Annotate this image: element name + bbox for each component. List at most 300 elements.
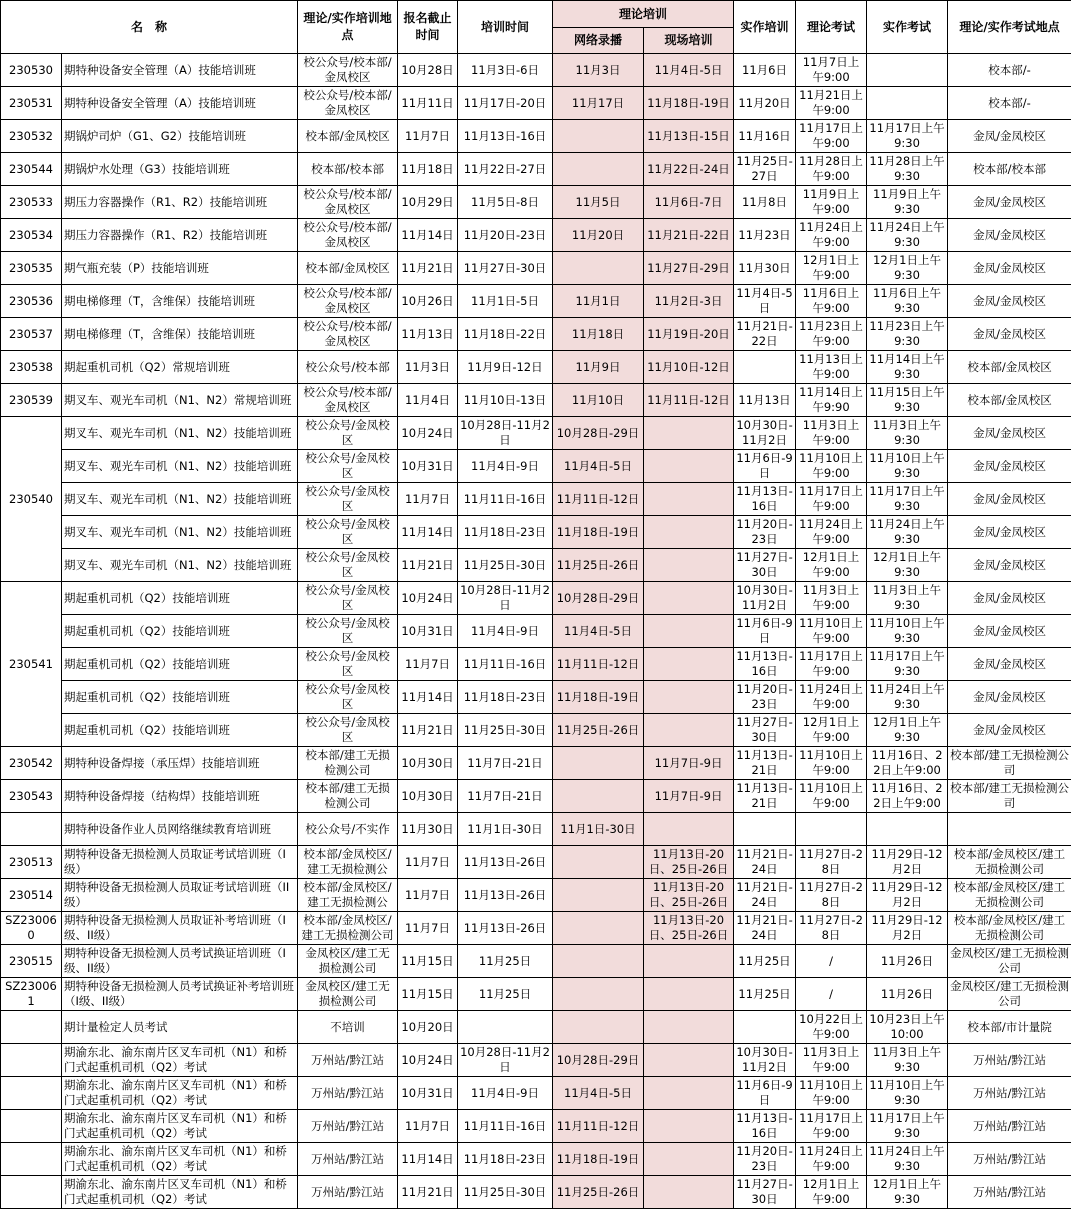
onsite-training: 11月13日-15日	[644, 120, 734, 153]
course-name: 期特种设备无损检测人员考试换证补考培训班（I级、II级）	[62, 978, 298, 1011]
exam-location: 金凤/金凤校区	[948, 219, 1071, 252]
practical-training: 11月21日-24日	[734, 879, 796, 912]
practical-exam	[867, 54, 948, 87]
course-name: 期特种设备焊接（结构焊）技能培训班	[62, 780, 298, 813]
onsite-training	[644, 615, 734, 648]
course-name: 期叉车、观光车司机（N1、N2）技能培训班	[62, 549, 298, 582]
header-location: 理论/实作培训地点	[298, 1, 398, 54]
table-row	[1, 120, 1071, 153]
course-name: 期叉车、观光车司机（N1、N2）常规培训班	[62, 384, 298, 417]
onsite-training: 11月7日-9日	[644, 780, 734, 813]
training-time: 11月27日-30日	[458, 252, 553, 285]
training-time: 11月25日-30日	[458, 1176, 553, 1209]
training-location: 校公众号/金凤校区	[298, 549, 398, 582]
training-time: 11月22日-27日	[458, 153, 553, 186]
course-name: 期叉车、观光车司机（N1、N2）技能培训班	[62, 417, 298, 450]
theory-exam: 11月21日上午9:00	[796, 87, 867, 120]
onsite-training	[644, 582, 734, 615]
onsite-training	[644, 516, 734, 549]
course-name: 期叉车、观光车司机（N1、N2）技能培训班	[62, 450, 298, 483]
practical-exam: 11月3日上午9:30	[867, 582, 948, 615]
online-recording	[553, 780, 644, 813]
practical-exam: 11月14日上午9:30	[867, 351, 948, 384]
practical-training: 10月30日-11月2日	[734, 417, 796, 450]
table-row	[1, 351, 1071, 384]
exam-location: 万州站/黔江站	[948, 1044, 1071, 1077]
training-time: 11月13日-26日	[458, 846, 553, 879]
theory-exam: 11月28日上午9:00	[796, 153, 867, 186]
online-recording: 10月28日-29日	[553, 417, 644, 450]
schedule-rows	[1, 54, 1071, 1209]
practical-exam: 11月6日上午9:30	[867, 285, 948, 318]
training-time: 11月4日-9日	[458, 1077, 553, 1110]
exam-location: 金凤/金凤校区	[948, 681, 1071, 714]
onsite-training	[644, 1110, 734, 1143]
practical-exam: 11月29日-12月2日	[867, 846, 948, 879]
training-location: 校本部/金凤校区	[298, 252, 398, 285]
exam-location: 校本部/-	[948, 54, 1071, 87]
onsite-training	[644, 1011, 734, 1044]
table-row	[1, 153, 1071, 186]
course-name: 期起重机司机（Q2）技能培训班	[62, 714, 298, 747]
course-name: 期渝东北、渝东南片区叉车司机（N1）和桥门式起重机司机（Q2）考试	[62, 1044, 298, 1077]
registration-deadline: 10月31日	[398, 1077, 458, 1110]
registration-deadline: 10月24日	[398, 1044, 458, 1077]
training-location: 校公众号/校本部	[298, 351, 398, 384]
onsite-training	[644, 813, 734, 846]
course-name: 期特种设备无损检测人员取证补考培训班（I级、II级）	[62, 912, 298, 945]
training-time: 11月11日-16日	[458, 648, 553, 681]
practical-training: 11月13日-16日	[734, 483, 796, 516]
practical-exam: 12月1日上午9:30	[867, 714, 948, 747]
practical-exam	[867, 813, 948, 846]
table-row	[1, 186, 1071, 219]
training-time: 11月13日-26日	[458, 912, 553, 945]
practical-exam: 11月16日、22日上午9:00	[867, 780, 948, 813]
practical-exam: 11月23日上午9:30	[867, 318, 948, 351]
course-name: 期渝东北、渝东南片区叉车司机（N1）和桥门式起重机司机（Q2）考试	[62, 1077, 298, 1110]
training-location: 万州站/黔江站	[298, 1044, 398, 1077]
practical-exam: 12月1日上午9:30	[867, 252, 948, 285]
onsite-training	[644, 978, 734, 1011]
registration-deadline: 10月31日	[398, 615, 458, 648]
practical-training: 11月13日	[734, 384, 796, 417]
table-row	[1, 87, 1071, 120]
registration-deadline: 11月18日	[398, 153, 458, 186]
training-location: 校本部/建工无损检测公司	[298, 780, 398, 813]
online-recording	[553, 153, 644, 186]
course-code: 230533	[1, 186, 62, 219]
practical-training: 11月6日-9日	[734, 450, 796, 483]
table-row	[1, 252, 1071, 285]
practical-exam: 11月24日上午9:30	[867, 1143, 948, 1176]
training-location: 校公众号/金凤校区	[298, 648, 398, 681]
training-location: 金凤校区/建工无损检测公司	[298, 945, 398, 978]
training-time: 11月25日	[458, 978, 553, 1011]
course-code: SZ230060	[1, 912, 62, 945]
theory-exam	[796, 813, 867, 846]
registration-deadline: 11月7日	[398, 1110, 458, 1143]
online-recording	[553, 252, 644, 285]
course-name: 期计量检定人员考试	[62, 1011, 298, 1044]
online-recording: 11月4日-5日	[553, 1077, 644, 1110]
training-location: 校公众号/金凤校区	[298, 615, 398, 648]
table-row	[1, 648, 1071, 681]
training-time: 11月17日-20日	[458, 87, 553, 120]
course-name: 期特种设备无损检测人员取证考试培训班（II级）	[62, 879, 298, 912]
registration-deadline: 11月14日	[398, 219, 458, 252]
training-time: 11月18日-23日	[458, 516, 553, 549]
course-name: 期起重机司机（Q2）技能培训班	[62, 615, 298, 648]
registration-deadline: 10月31日	[398, 450, 458, 483]
training-time: 11月4日-9日	[458, 615, 553, 648]
course-name: 期气瓶充装（P）技能培训班	[62, 252, 298, 285]
training-time: 11月11日-16日	[458, 483, 553, 516]
onsite-training: 11月4日-5日	[644, 54, 734, 87]
theory-exam: 11月27日-28日	[796, 912, 867, 945]
practical-training: 11月27日-30日	[734, 1176, 796, 1209]
course-name: 期压力容器操作（R1、R2）技能培训班	[62, 219, 298, 252]
practical-training: 11月21日-22日	[734, 318, 796, 351]
training-location: 万州站/黔江站	[298, 1110, 398, 1143]
training-location: 校公众号/校本部/金凤校区	[298, 186, 398, 219]
course-code: 230541	[1, 582, 62, 747]
online-recording	[553, 846, 644, 879]
onsite-training: 11月27日-29日	[644, 252, 734, 285]
practical-training: 11月16日	[734, 120, 796, 153]
table-row	[1, 417, 1071, 450]
practical-exam: 11月3日上午9:30	[867, 1044, 948, 1077]
theory-exam: 11月23日上午9:00	[796, 318, 867, 351]
course-code	[1, 1176, 62, 1209]
course-code: 230514	[1, 879, 62, 912]
onsite-training	[644, 714, 734, 747]
exam-location: 金凤/金凤校区	[948, 483, 1071, 516]
course-code	[1, 1077, 62, 1110]
registration-deadline: 11月21日	[398, 252, 458, 285]
theory-exam: 11月10日上午9:00	[796, 747, 867, 780]
training-location: 校公众号/金凤校区	[298, 483, 398, 516]
practical-training: 11月20日-23日	[734, 516, 796, 549]
registration-deadline: 11月15日	[398, 978, 458, 1011]
exam-location: 金凤/金凤校区	[948, 714, 1071, 747]
online-recording: 11月4日-5日	[553, 450, 644, 483]
course-name: 期锅炉司炉（G1、G2）技能培训班	[62, 120, 298, 153]
online-recording: 11月10日	[553, 384, 644, 417]
course-code: 230535	[1, 252, 62, 285]
course-name: 期起重机司机（Q2）技能培训班	[62, 648, 298, 681]
registration-deadline: 11月14日	[398, 681, 458, 714]
registration-deadline: 10月30日	[398, 747, 458, 780]
onsite-training: 11月13日-20日、25日-26日	[644, 912, 734, 945]
online-recording: 11月25日-26日	[553, 714, 644, 747]
course-code	[1, 1143, 62, 1176]
exam-location: 万州站/黔江站	[948, 1077, 1071, 1110]
online-recording: 10月28日-29日	[553, 1044, 644, 1077]
course-code: 230536	[1, 285, 62, 318]
onsite-training	[644, 1077, 734, 1110]
exam-location: 万州站/黔江站	[948, 1176, 1071, 1209]
online-recording: 11月25日-26日	[553, 549, 644, 582]
training-time: 11月18日-23日	[458, 1143, 553, 1176]
theory-exam: 12月1日上午9:00	[796, 1176, 867, 1209]
training-location: 校公众号/金凤校区	[298, 714, 398, 747]
course-code: 230515	[1, 945, 62, 978]
registration-deadline: 10月20日	[398, 1011, 458, 1044]
practical-exam: 11月15日上午9:30	[867, 384, 948, 417]
registration-deadline: 11月21日	[398, 549, 458, 582]
onsite-training	[644, 945, 734, 978]
training-time: 11月1日-30日	[458, 813, 553, 846]
exam-location: 万州站/黔江站	[948, 1143, 1071, 1176]
onsite-training	[644, 417, 734, 450]
online-recording: 11月5日	[553, 186, 644, 219]
training-time: 11月20日-23日	[458, 219, 553, 252]
practical-training: 11月25日	[734, 945, 796, 978]
training-time: 11月4日-9日	[458, 450, 553, 483]
table-row	[1, 615, 1071, 648]
online-recording: 11月18日	[553, 318, 644, 351]
header-practical-training: 实作培训	[734, 1, 796, 54]
theory-exam: 10月22日上午9:00	[796, 1011, 867, 1044]
training-location: 校本部/金凤校区/建工无损检测公	[298, 846, 398, 879]
registration-deadline: 11月15日	[398, 945, 458, 978]
theory-exam: 11月17日上午9:00	[796, 648, 867, 681]
online-recording: 11月11日-12日	[553, 1110, 644, 1143]
practical-exam: 11月29日-12月2日	[867, 912, 948, 945]
exam-location: 金凤/金凤校区	[948, 318, 1071, 351]
course-name: 期叉车、观光车司机（N1、N2）技能培训班	[62, 516, 298, 549]
exam-location: 金凤/金凤校区	[948, 582, 1071, 615]
practical-exam: 11月16日、22日上午9:00	[867, 747, 948, 780]
registration-deadline: 10月24日	[398, 417, 458, 450]
training-location: 校公众号/金凤校区	[298, 417, 398, 450]
theory-exam: 11月17日上午9:00	[796, 120, 867, 153]
training-time: 11月7日-21日	[458, 747, 553, 780]
table-row	[1, 1077, 1071, 1110]
table-row	[1, 780, 1071, 813]
theory-exam: 11月17日上午9:00	[796, 483, 867, 516]
training-time: 11月10日-13日	[458, 384, 553, 417]
practical-exam: 11月26日	[867, 945, 948, 978]
registration-deadline: 11月7日	[398, 846, 458, 879]
course-name: 期渝东北、渝东南片区叉车司机（N1）和桥门式起重机司机（Q2）考试	[62, 1143, 298, 1176]
theory-exam: 11月10日上午9:00	[796, 1077, 867, 1110]
training-time: 11月3日-6日	[458, 54, 553, 87]
onsite-training: 11月13日-20日、25日-26日	[644, 846, 734, 879]
training-location: 不培训	[298, 1011, 398, 1044]
practical-training: 11月6日	[734, 54, 796, 87]
course-name: 期压力容器操作（R1、R2）技能培训班	[62, 186, 298, 219]
exam-location: 校本部/金凤校区	[948, 351, 1071, 384]
registration-deadline: 11月7日	[398, 912, 458, 945]
registration-deadline: 11月14日	[398, 1143, 458, 1176]
online-recording: 11月3日	[553, 54, 644, 87]
course-code: 230543	[1, 780, 62, 813]
course-code: 230534	[1, 219, 62, 252]
training-location: 校本部/金凤校区	[298, 120, 398, 153]
exam-location: 校本部/金凤校区/建工无损检测公司	[948, 879, 1071, 912]
practical-training: 11月13日-16日	[734, 648, 796, 681]
online-recording	[553, 945, 644, 978]
training-location: 校公众号/金凤校区	[298, 516, 398, 549]
table-row	[1, 318, 1071, 351]
training-location: 校公众号/校本部/金凤校区	[298, 285, 398, 318]
practical-training: 11月20日-23日	[734, 1143, 796, 1176]
training-location: 万州站/黔江站	[298, 1077, 398, 1110]
table-row	[1, 450, 1071, 483]
training-time: 11月13日-16日	[458, 120, 553, 153]
exam-location: 金凤/金凤校区	[948, 252, 1071, 285]
exam-location: 金凤/金凤校区	[948, 516, 1071, 549]
training-time: 11月9日-12日	[458, 351, 553, 384]
course-code: 230531	[1, 87, 62, 120]
practical-training: 11月13日-16日	[734, 1110, 796, 1143]
practical-exam: 11月9日上午9:30	[867, 186, 948, 219]
training-location: 校公众号/金凤校区	[298, 582, 398, 615]
practical-exam: 11月10日上午9:30	[867, 1077, 948, 1110]
training-time: 10月28日-11月2日	[458, 1044, 553, 1077]
theory-exam: 11月3日上午9:00	[796, 417, 867, 450]
exam-location: 校本部/建工无损检测公司	[948, 780, 1071, 813]
training-location: 万州站/黔江站	[298, 1176, 398, 1209]
practical-training: 11月25日	[734, 978, 796, 1011]
onsite-training: 11月7日-9日	[644, 747, 734, 780]
registration-deadline: 11月7日	[398, 120, 458, 153]
online-recording	[553, 747, 644, 780]
course-name: 期特种设备作业人员网络继续教育培训班	[62, 813, 298, 846]
exam-location: 校本部/建工无损检测公司	[948, 747, 1071, 780]
registration-deadline: 10月24日	[398, 582, 458, 615]
course-code	[1, 813, 62, 846]
training-location: 校本部/金凤校区/建工无损检测公司	[298, 912, 398, 945]
onsite-training	[644, 1143, 734, 1176]
table-row	[1, 978, 1071, 1011]
course-name: 期特种设备安全管理（A）技能培训班	[62, 87, 298, 120]
course-code: 230539	[1, 384, 62, 417]
course-code: 230538	[1, 351, 62, 384]
training-location: 校公众号/不实作	[298, 813, 398, 846]
course-code: 230540	[1, 417, 62, 582]
practical-exam: 11月26日	[867, 978, 948, 1011]
practical-training: 11月8日	[734, 186, 796, 219]
practical-exam: 11月10日上午9:30	[867, 450, 948, 483]
course-code: 230532	[1, 120, 62, 153]
practical-training: 10月30日-11月2日	[734, 1044, 796, 1077]
practical-training: 11月21日-24日	[734, 846, 796, 879]
course-name: 期起重机司机（Q2）常规培训班	[62, 351, 298, 384]
header-theory-exam: 理论考试	[796, 1, 867, 54]
course-code: 230530	[1, 54, 62, 87]
table-row	[1, 582, 1071, 615]
exam-location: 金凤/金凤校区	[948, 120, 1071, 153]
practical-training: 11月20日	[734, 87, 796, 120]
training-time: 11月13日-26日	[458, 879, 553, 912]
practical-exam: 12月1日上午9:30	[867, 1176, 948, 1209]
theory-exam: 11月24日上午9:00	[796, 219, 867, 252]
onsite-training: 11月6日-7日	[644, 186, 734, 219]
registration-deadline: 11月4日	[398, 384, 458, 417]
table-row	[1, 1011, 1071, 1044]
training-location: 校公众号/校本部/金凤校区	[298, 219, 398, 252]
onsite-training: 11月2日-3日	[644, 285, 734, 318]
theory-exam: 11月10日上午9:00	[796, 780, 867, 813]
registration-deadline: 10月30日	[398, 780, 458, 813]
exam-location	[948, 813, 1071, 846]
online-recording	[553, 912, 644, 945]
practical-training: 11月13日-21日	[734, 747, 796, 780]
training-location: 金凤校区/建工无损检测公司	[298, 978, 398, 1011]
online-recording: 11月1日-30日	[553, 813, 644, 846]
practical-exam: 11月17日上午9:30	[867, 648, 948, 681]
training-location: 校公众号/金凤校区	[298, 681, 398, 714]
practical-training: 11月6日-9日	[734, 1077, 796, 1110]
practical-training: 10月30日-11月2日	[734, 582, 796, 615]
table-row	[1, 1176, 1071, 1209]
table-row	[1, 813, 1071, 846]
training-time: 11月7日-21日	[458, 780, 553, 813]
theory-exam: 12月1日上午9:00	[796, 549, 867, 582]
onsite-training: 11月13日-20日、25日-26日	[644, 879, 734, 912]
course-name: 期渝东北、渝东南片区叉车司机（N1）和桥门式起重机司机（Q2）考试	[62, 1110, 298, 1143]
training-time: 10月28日-11月2日	[458, 417, 553, 450]
exam-location: 金凤/金凤校区	[948, 549, 1071, 582]
exam-location: 金凤/金凤校区	[948, 450, 1071, 483]
table-row	[1, 714, 1071, 747]
header-theory-training: 理论培训	[553, 1, 734, 28]
onsite-training: 11月22日-24日	[644, 153, 734, 186]
training-location: 校公众号/校本部/金凤校区	[298, 54, 398, 87]
exam-location: 金凤/金凤校区	[948, 186, 1071, 219]
course-code: 230513	[1, 846, 62, 879]
practical-training: 11月27日-30日	[734, 714, 796, 747]
practical-exam: 10月23日上午10:00	[867, 1011, 948, 1044]
training-location: 万州站/黔江站	[298, 1143, 398, 1176]
training-time: 11月25日-30日	[458, 714, 553, 747]
theory-exam: 11月13日上午9:00	[796, 351, 867, 384]
training-location: 校公众号/金凤校区	[298, 450, 398, 483]
registration-deadline: 11月7日	[398, 483, 458, 516]
theory-exam: 11月27日-28日	[796, 846, 867, 879]
theory-exam: 11月17日上午9:00	[796, 1110, 867, 1143]
online-recording: 11月20日	[553, 219, 644, 252]
online-recording: 11月1日	[553, 285, 644, 318]
theory-exam: 11月7日上午9:00	[796, 54, 867, 87]
theory-exam: 11月3日上午9:00	[796, 582, 867, 615]
course-name: 期特种设备安全管理（A）技能培训班	[62, 54, 298, 87]
registration-deadline: 11月13日	[398, 318, 458, 351]
table-row	[1, 516, 1071, 549]
registration-deadline: 11月3日	[398, 351, 458, 384]
training-location: 校公众号/校本部/金凤校区	[298, 318, 398, 351]
online-recording: 11月18日-19日	[553, 681, 644, 714]
training-location: 校本部/校本部	[298, 153, 398, 186]
table-row	[1, 54, 1071, 87]
online-recording: 11月4日-5日	[553, 615, 644, 648]
theory-exam: /	[796, 945, 867, 978]
header-deadline: 报名截止时间	[398, 1, 458, 54]
theory-exam: 11月9日上午9:00	[796, 186, 867, 219]
practical-exam: 11月17日上午9:30	[867, 1110, 948, 1143]
training-time: 11月5日-8日	[458, 186, 553, 219]
registration-deadline: 11月7日	[398, 879, 458, 912]
theory-exam: 11月27日-28日	[796, 879, 867, 912]
course-name: 期锅炉水处理（G3）技能培训班	[62, 153, 298, 186]
table-row	[1, 549, 1071, 582]
exam-location: 金凤/金凤校区	[948, 417, 1071, 450]
practical-training: 11月25日-27日	[734, 153, 796, 186]
registration-deadline: 10月28日	[398, 54, 458, 87]
